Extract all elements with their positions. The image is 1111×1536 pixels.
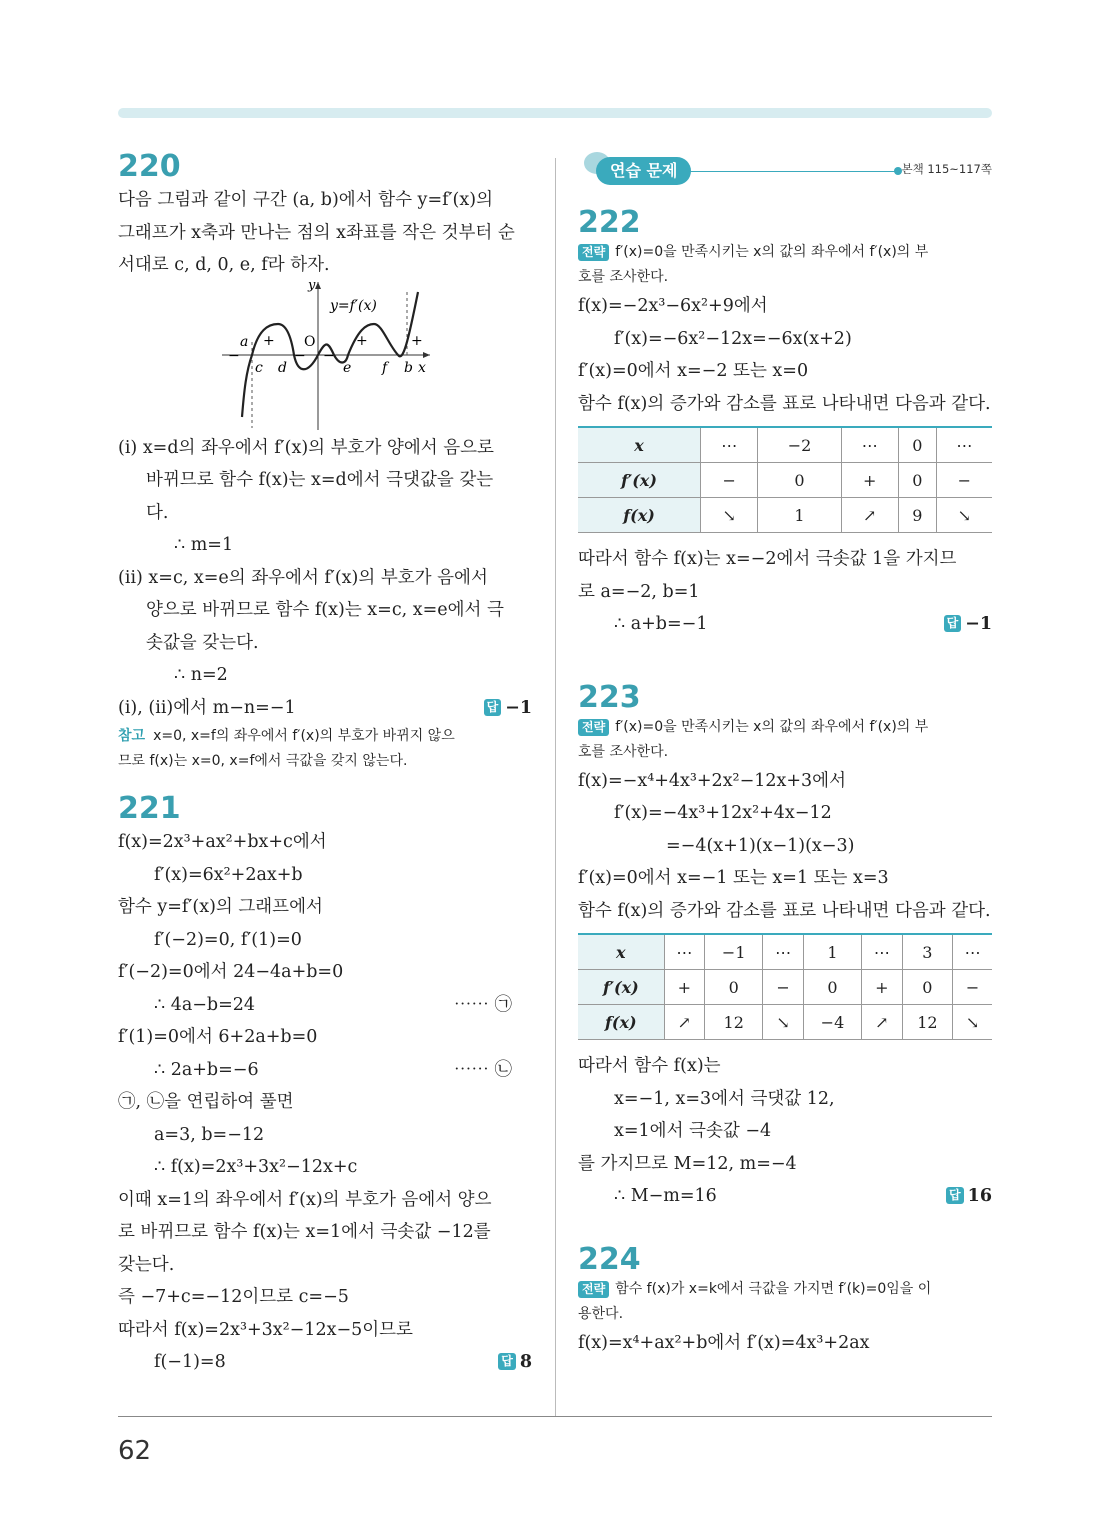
graph-label-d: d xyxy=(278,359,287,376)
note-text: x=0, x=f의 좌우에서 f′(x)의 부호가 바뀌지 않으 xyxy=(153,728,455,744)
text-line: 로 바뀌므로 함수 f(x)는 x=1에서 극솟값 −12를 xyxy=(118,1222,491,1242)
strategy-line: 호를 조사한다. xyxy=(578,269,669,285)
graph-label-b: b xyxy=(404,359,413,376)
text-line: (ⅰ) x=d의 좌우에서 f′(x)의 부호가 양에서 음으로 xyxy=(118,437,494,458)
text-line: a=3, b=−12 xyxy=(154,1124,265,1145)
text-line: 를 가지므로 M=12, m=−4 xyxy=(578,1153,797,1174)
graph-label-plus-3: + xyxy=(411,332,423,349)
table-cell: x xyxy=(578,934,664,970)
conclusion-text: ∴ M−m=16 xyxy=(614,1186,717,1206)
table-cell: + xyxy=(862,970,902,1005)
text-line: f(x)=x⁴+ax²+b에서 f′(x)=4x³+2ax xyxy=(578,1332,870,1353)
text-line: ∴ f(x)=2x³+3x²−12x+c xyxy=(154,1157,358,1177)
text-line xyxy=(118,989,532,1022)
text-line: 따라서 f(x)=2x³+3x²−12x−5이므로 xyxy=(118,1319,413,1340)
answer-value: 8 xyxy=(519,1352,532,1372)
table-cell: ↘ xyxy=(763,1005,803,1040)
table-cell: − xyxy=(701,463,758,498)
text-line: 바뀌므로 함수 f(x)는 x=d에서 극댓값을 갖는 xyxy=(146,470,494,490)
table-cell: 9 xyxy=(898,498,936,533)
strategy-text: f′(x)=0을 만족시키는 x의 값의 좌우에서 f′(x)의 부 xyxy=(615,244,929,260)
note-line: 므로 f(x)는 x=0, x=f에서 극값을 갖지 않는다. xyxy=(118,753,408,769)
table-cell: 0 xyxy=(705,970,763,1005)
table-cell: 0 xyxy=(898,427,936,463)
conclusion-line xyxy=(578,608,992,641)
result-line: ∴ m=1 xyxy=(174,535,234,555)
answer-value: 16 xyxy=(967,1186,992,1206)
problem-221 xyxy=(118,792,532,1379)
graph-label-minus-1: − xyxy=(228,347,240,364)
strategy-line xyxy=(578,715,992,740)
graph-label-curve: y=f′(x) xyxy=(330,297,377,314)
answer xyxy=(484,692,532,725)
table-row xyxy=(578,427,992,463)
table-cell: − xyxy=(953,970,992,1005)
text-line: (ⅱ) x=c, x=e의 좌우에서 f′(x)의 부호가 음에서 xyxy=(118,567,488,588)
table-cell: + xyxy=(664,970,704,1005)
graph-label-origin: O xyxy=(304,333,316,350)
graph-label-plus-1: + xyxy=(263,332,275,349)
text-line: 함수 f(x)의 증가와 감소를 표로 나타내면 다음과 같다. xyxy=(578,393,991,414)
table-cell: −4 xyxy=(803,1005,861,1040)
table-cell: x xyxy=(578,427,701,463)
conclusion-line xyxy=(578,1180,992,1213)
answer-badge: 답 xyxy=(946,1187,964,1204)
table-row xyxy=(578,934,992,970)
problem-224 xyxy=(578,1243,992,1360)
text-line: f′(x)=−4x³+12x²+4x−12 xyxy=(614,803,832,823)
text-line: 갖는다. xyxy=(118,1254,175,1275)
column-divider xyxy=(555,158,556,1416)
result-line: ∴ n=2 xyxy=(174,665,228,685)
strategy-text: f′(x)=0을 만족시키는 x의 값의 좌우에서 f′(x)의 부 xyxy=(615,718,929,735)
table-cell: 0 xyxy=(758,463,841,498)
text-line: f′(1)=0에서 6+2a+b=0 xyxy=(118,1027,318,1047)
answer-value: −1 xyxy=(505,697,532,718)
textbook-reference: 본책 115~117쪽 xyxy=(901,162,992,176)
strategy-text: 함수 f(x)가 x=k에서 극값을 가지면 f′(k)=0임을 이 xyxy=(615,1280,932,1297)
text-line: 서대로 c, d, 0, e, f라 하자. xyxy=(118,255,330,275)
text-line: 즉 −7+c=−12이므로 c=−5 xyxy=(118,1287,349,1307)
table-cell: 3 xyxy=(902,934,953,970)
top-decorative-bar xyxy=(118,108,992,118)
table-row xyxy=(578,463,992,498)
table-row xyxy=(578,970,992,1005)
page-number: 62 xyxy=(118,1436,152,1466)
practice-header-label: 연습 문제 xyxy=(596,157,691,185)
practice-header xyxy=(578,150,992,190)
table-cell: f(x) xyxy=(578,1005,664,1040)
graph-label-y: y xyxy=(308,281,316,293)
text-line: 다. xyxy=(146,502,169,523)
text-line: 이때 x=1의 좌우에서 f′(x)의 부호가 음에서 양으 xyxy=(118,1189,492,1210)
answer xyxy=(944,608,992,641)
strategy-tag: 전략 xyxy=(578,1281,609,1298)
answer-badge: 답 xyxy=(498,1353,516,1370)
graph-label-plus-2: + xyxy=(356,332,368,349)
strategy-line xyxy=(578,1277,992,1302)
answer xyxy=(946,1180,992,1213)
problem-number: 223 xyxy=(578,679,641,715)
text-line: ㉠, ㉡을 연립하여 풀면 xyxy=(118,1092,294,1112)
table-cell: f′(x) xyxy=(578,970,664,1005)
text-line: f(x)=−x⁴+4x³+2x²−12x+3에서 xyxy=(578,770,846,791)
graph-label-minus-2: − xyxy=(294,347,306,364)
table-cell: f(x) xyxy=(578,498,701,533)
graph-label-x: x xyxy=(418,359,426,376)
equation-text: ∴ 2a+b=−6 xyxy=(154,1059,259,1080)
table-cell: 0 xyxy=(898,463,936,498)
table-cell: 1 xyxy=(803,934,861,970)
strategy-tag: 전략 xyxy=(578,719,609,736)
text-line: 로 a=−2, b=1 xyxy=(578,581,700,602)
text-line xyxy=(118,1054,532,1087)
text-line: 솟값을 갖는다. xyxy=(146,632,259,653)
note-line xyxy=(118,724,532,749)
text-line: f′(x)=0에서 x=−2 또는 x=0 xyxy=(578,361,809,381)
text-line: 함수 y=f′(x)의 그래프에서 xyxy=(118,897,323,917)
right-column xyxy=(578,150,992,1359)
table-cell: 1 xyxy=(758,498,841,533)
table-cell: 0 xyxy=(902,970,953,1005)
strategy-tag: 전략 xyxy=(578,244,609,261)
table-cell: ⋯ xyxy=(862,934,902,970)
table-cell: ↘ xyxy=(701,498,758,533)
text-line: f(x)=−2x³−6x²+9에서 xyxy=(578,296,768,316)
table-cell: 0 xyxy=(803,970,861,1005)
problem-number: 224 xyxy=(578,1241,641,1277)
text-line: f′(x)=6x²+2ax+b xyxy=(154,864,303,885)
equation-text: ∴ 4a−b=24 xyxy=(154,994,256,1015)
text-line: f′(x)=0에서 x=−1 또는 x=1 또는 x=3 xyxy=(578,868,889,888)
footer-line xyxy=(118,1416,992,1417)
strategy-line: 용한다. xyxy=(578,1305,624,1322)
text-line: f′(x)=−6x²−12x=−6x(x+2) xyxy=(614,328,852,349)
answer-value: −1 xyxy=(965,614,992,634)
table-cell: + xyxy=(841,463,898,498)
strategy-line xyxy=(578,240,992,265)
table-cell: ⋯ xyxy=(701,427,758,463)
graph-label-f: f xyxy=(382,359,388,376)
conclusion-text: f(−1)=8 xyxy=(154,1352,226,1372)
table-cell: ↘ xyxy=(936,498,992,533)
table-cell: ↗ xyxy=(862,1005,902,1040)
table-cell: −2 xyxy=(758,427,841,463)
problem-number: 220 xyxy=(118,149,181,184)
graph-label-minus-3: − xyxy=(323,347,335,364)
answer-badge: 답 xyxy=(484,699,502,716)
note-label: 참고 xyxy=(118,728,146,744)
conclusion-text: (ⅰ), (ⅱ)에서 m−n=−1 xyxy=(118,697,296,718)
table-cell: ⋯ xyxy=(841,427,898,463)
text-line: 따라서 함수 f(x)는 xyxy=(578,1056,721,1076)
table-cell: ⋯ xyxy=(936,427,992,463)
left-column xyxy=(118,150,532,1379)
table-cell: − xyxy=(763,970,803,1005)
problem-number: 221 xyxy=(118,791,181,826)
conclusion-text: ∴ a+b=−1 xyxy=(614,614,708,634)
problem-number: 222 xyxy=(578,205,641,240)
text-line: =−4(x+1)(x−1)(x−3) xyxy=(666,835,855,856)
sign-table-223 xyxy=(578,933,992,1040)
problem-220 xyxy=(118,150,532,774)
equation-mark-1: ⋯⋯ ㉠ xyxy=(453,994,512,1015)
text-line: f′(−2)=0, f′(1)=0 xyxy=(154,929,302,950)
table-cell: ⋯ xyxy=(953,934,992,970)
header-line xyxy=(688,171,896,172)
table-cell: ⋯ xyxy=(664,934,704,970)
conclusion-line xyxy=(118,692,532,725)
table-cell: f′(x) xyxy=(578,463,701,498)
text-line: 따라서 함수 f(x)는 x=−2에서 극솟값 1을 가지므 xyxy=(578,549,957,569)
table-cell: 12 xyxy=(902,1005,953,1040)
table-cell: ↘ xyxy=(953,1005,992,1040)
text-line: f(x)=2x³+ax²+bx+c에서 xyxy=(118,832,327,852)
table-cell: ↗ xyxy=(664,1005,704,1040)
equation-mark-2: ⋯⋯ ㉡ xyxy=(453,1059,512,1080)
text-line: x=−1, x=3에서 극댓값 12, xyxy=(614,1088,835,1109)
text-line: f′(−2)=0에서 24−4a+b=0 xyxy=(118,962,344,982)
graph-label-e: e xyxy=(343,359,352,376)
sign-table-222 xyxy=(578,426,992,533)
table-row xyxy=(578,1005,992,1040)
conclusion-line xyxy=(118,1346,532,1379)
answer xyxy=(498,1346,532,1379)
table-cell: −1 xyxy=(705,934,763,970)
text-line: 다음 그림과 같이 구간 (a, b)에서 함수 y=f′(x)의 xyxy=(118,190,493,210)
problem-223 xyxy=(578,681,992,1213)
table-row xyxy=(578,498,992,533)
derivative-graph xyxy=(118,282,532,432)
problem-222 xyxy=(578,206,992,641)
graph-label-c: c xyxy=(255,359,263,376)
strategy-line: 호를 조사한다. xyxy=(578,743,669,760)
table-cell: ⋯ xyxy=(763,934,803,970)
graph-label-a: a xyxy=(240,333,249,350)
table-cell: − xyxy=(936,463,992,498)
text-line: x=1에서 극솟값 −4 xyxy=(614,1121,772,1141)
table-cell: 12 xyxy=(705,1005,763,1040)
text-line: 그래프가 x축과 만나는 점의 x좌표를 작은 것부터 순 xyxy=(118,222,515,243)
answer-badge: 답 xyxy=(944,615,962,632)
text-line: 함수 f(x)의 증가와 감소를 표로 나타내면 다음과 같다. xyxy=(578,900,991,921)
text-line: 양으로 바뀌므로 함수 f(x)는 x=c, x=e에서 극 xyxy=(146,600,504,620)
table-cell: ↗ xyxy=(841,498,898,533)
